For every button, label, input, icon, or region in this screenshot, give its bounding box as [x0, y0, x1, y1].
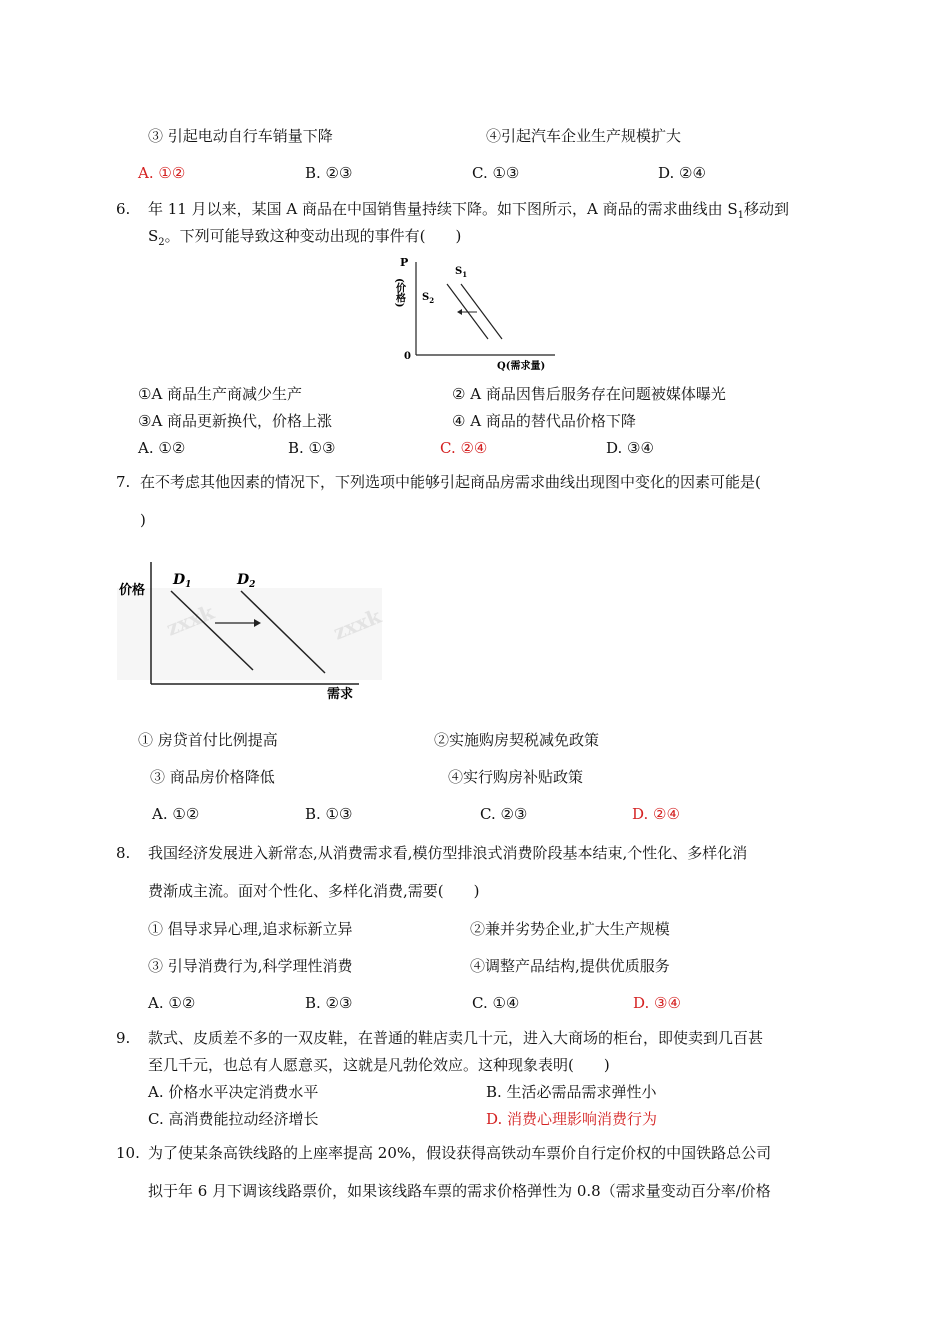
q9-option-a: A. 价格水平决定消费水平: [148, 1083, 319, 1101]
q8-answer-d: D. ③④: [633, 994, 681, 1012]
q8-option-2: ②兼并劣势企业,扩大生产规模: [470, 920, 670, 938]
q8-stem-line1: 我国经济发展进入新常态,从消费需求看,模仿型排浪式消费阶段基本结束,个性化、多样化消: [148, 844, 748, 862]
q6-option-2: ② A 商品因售后服务存在问题被媒体曝光: [452, 385, 726, 403]
figure-x-label: 需求: [327, 687, 354, 702]
q7-option-4: ④实行购房补贴政策: [448, 768, 584, 786]
figure-origin: 0: [404, 351, 411, 362]
q7-number: 7.: [116, 473, 131, 491]
d2-label: $D_2$: [237, 572, 256, 590]
figure-y-label: 价格: [119, 583, 146, 598]
q7-demand-figure: [115, 558, 385, 703]
q9-option-d: D. 消费心理影响消费行为: [486, 1110, 658, 1128]
q7-stem-line1: 在不考虑其他因素的情况下，下列选项中能够引起商品房需求曲线出现图中变化的因素可能是(: [140, 473, 761, 491]
q6-stem-line1: 年 11 月以来，某国 A 商品在中国销售量持续下降。如下图所示，A 商品的需求曲线由 $S_1$移动到: [148, 200, 790, 221]
q5-answer-d: D. ②④: [658, 164, 706, 182]
watermark: zxxk: [162, 600, 218, 641]
q9-number: 9.: [116, 1029, 131, 1047]
figure-x-label: Q(需求量): [497, 361, 546, 372]
q8-answer-c: C. ①④: [472, 994, 520, 1012]
figure-y-p: P: [400, 256, 409, 269]
q7-stem-line2: ): [140, 511, 146, 529]
q6-option-3: ③A 商品更新换代，价格上涨: [138, 412, 333, 430]
q6-answer-c: C. ②④: [440, 439, 488, 457]
q6-number: 6.: [116, 200, 131, 218]
q6-stem-line2: $S_2$。下列可能导致这种变动出现的事件有( ): [148, 227, 462, 248]
q8-option-3: ③ 引导消费行为,科学理性消费: [148, 957, 353, 975]
q10-stem-line1: 为了使某条高铁线路的上座率提高 20%，假设获得高铁动车票价自行定价权的中国铁路总公司: [148, 1144, 772, 1162]
q5-answer-b: B. ②③: [305, 164, 353, 182]
q10-stem-line2: 拟于年 6 月下调该线路票价，如果该线路车票的需求价格弹性为 0.8（需求量变动百分率/价格: [148, 1182, 771, 1200]
q5-option-3: ③ 引起电动自行车销量下降: [148, 127, 333, 145]
q6-supply-figure: [385, 254, 565, 374]
q8-answer-a: A. ①②: [148, 994, 196, 1012]
q8-option-1: ① 倡导求异心理,追求标新立异: [148, 920, 353, 938]
q7-answer-d: D. ②④: [632, 805, 680, 823]
q7-option-2: ②实施购房契税减免政策: [434, 731, 600, 749]
q6-option-4: ④ A 商品的替代品价格下降: [452, 412, 636, 430]
q8-option-4: ④调整产品结构,提供优质服务: [470, 957, 670, 975]
d1-label: $D_1$: [173, 572, 192, 590]
q9-stem-line1: 款式、皮质差不多的一双皮鞋，在普通的鞋店卖几十元，进入大商场的柜台，即使卖到几百甚: [148, 1029, 764, 1047]
q8-stem-line2: 费渐成主流。面对个性化、多样化消费,需要( ): [148, 882, 480, 900]
q6-answer-a: A. ①②: [138, 439, 186, 457]
q6-answer-d: D. ③④: [606, 439, 654, 457]
q5-option-4: ④引起汽车企业生产规模扩大: [486, 127, 682, 145]
q9-stem-line2: 至几千元，也总有人愿意买，这就是凡勃伦效应。这种现象表明( ): [148, 1056, 610, 1074]
q10-number: 10.: [116, 1144, 140, 1162]
q7-answer-a: A. ①②: [152, 805, 200, 823]
q7-option-1: ① 房贷首付比例提高: [138, 731, 278, 749]
s1-label: $S_1$: [455, 266, 468, 279]
q5-answer-c: C. ①③: [472, 164, 520, 182]
q7-answer-b: B. ①③: [305, 805, 353, 823]
shift-arrow-head: [457, 309, 462, 315]
q5-answer-a: A. ①②: [138, 164, 186, 182]
q9-option-b: B. 生活必需品需求弹性小: [486, 1083, 657, 1101]
q7-answer-c: C. ②③: [480, 805, 528, 823]
q8-number: 8.: [116, 844, 131, 862]
q7-option-3: ③ 商品房价格降低: [150, 768, 275, 786]
q9-option-c: C. 高消费能拉动经济增长: [148, 1110, 319, 1128]
figure-y-label: (价格): [393, 278, 405, 308]
watermark-2: zxxk: [329, 604, 385, 645]
q6-answer-b: B. ①③: [288, 439, 336, 457]
s2-label: $S_2$: [422, 292, 435, 305]
q6-option-1: ①A 商品生产商减少生产: [138, 385, 303, 403]
q8-answer-b: B. ②③: [305, 994, 353, 1012]
